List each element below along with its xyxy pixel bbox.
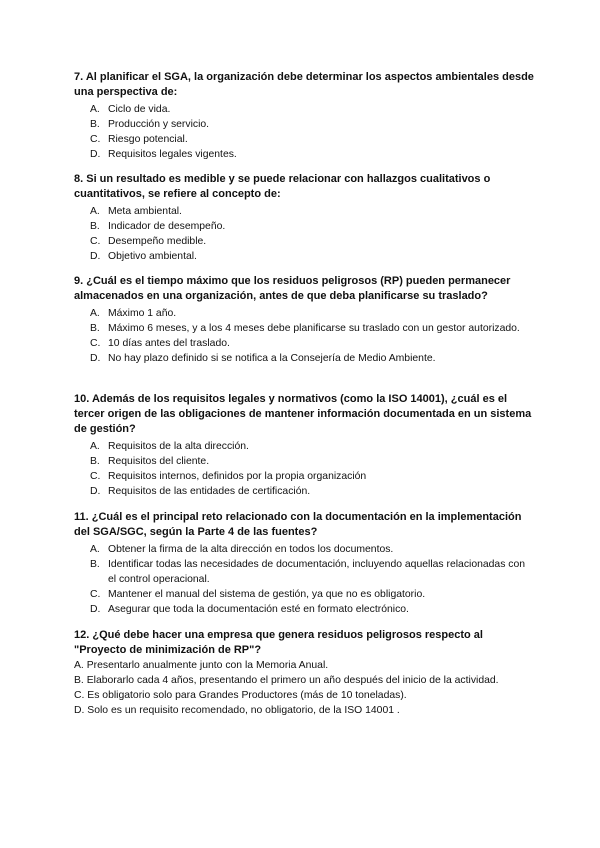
question-10-option-c: C. Requisitos internos, definidos por la propia organización: [90, 471, 367, 482]
question-8: [74, 172, 536, 264]
question-11-option-d: D. Asegurar que toda la documentación esté en formato electrónico.: [90, 604, 409, 615]
question-12-title: 12. ¿Qué debe hacer una empresa que genera residuos peligrosos respecto al "Proyecto de minimización de RP"?: [74, 629, 483, 656]
question-9-option-c: C. 10 días antes del traslado.: [90, 338, 230, 349]
question-7-option-a: A. Ciclo de vida.: [90, 104, 171, 115]
question-10-options: [74, 439, 536, 499]
question-8-options: [74, 204, 536, 264]
question-7: [74, 70, 536, 162]
question-9: [74, 274, 536, 366]
question-8-title: 8. Si un resultado es medible y se puede relacionar con hallazgos cualitativos o cuantitativos, se refiere al concepto de:: [74, 173, 491, 200]
question-10: [74, 392, 536, 499]
question-9-option-a: A. Máximo 1 año.: [90, 308, 177, 319]
question-7-option-c: C. Riesgo potencial.: [90, 134, 188, 145]
question-7-title: 7. Al planificar el SGA, la organización debe determinar los aspectos ambientales desde una perspectiva de:: [74, 71, 534, 98]
question-10-option-d: D. Requisitos de las entidades de certificación.: [90, 486, 311, 497]
question-9-option-b: B. Máximo 6 meses, y a los 4 meses debe planificarse su traslado con un gestor autorizado.: [90, 323, 520, 334]
question-10-title: 10. Además de los requisitos legales y normativos (como la ISO 14001), ¿cuál es el tercer origen de las obligaciones de mantener información documentada en un sistema de gestión?: [74, 393, 532, 435]
question-10-option-a: A. Requisitos de la alta dirección.: [90, 441, 249, 452]
question-12-options: [74, 658, 536, 718]
question-9-options: [74, 306, 536, 366]
question-8-option-d: D. Objetivo ambiental.: [90, 251, 197, 262]
question-12-option-c: C. Es obligatorio solo para Grandes Productores (más de 10 toneladas).: [74, 690, 407, 701]
question-10-option-b: B. Requisitos del cliente.: [90, 456, 210, 467]
question-11-title: 11. ¿Cuál es el principal reto relacionado con la documentación en la implementación del SGA/SGC, según la Parte 4 de las fuentes?: [74, 511, 522, 538]
question-9-title: 9. ¿Cuál es el tiempo máximo que los residuos peligrosos (RP) pueden permanecer almacenados en una organización, antes de que deba planificarse su traslado?: [74, 275, 511, 302]
question-12-option-b: B. Elaborarlo cada 4 años, presentando el primero un año después del inicio de la actividad.: [74, 675, 499, 686]
question-12-option-a: A. Presentarlo anualmente junto con la Memoria Anual.: [74, 660, 329, 671]
question-7-option-d: D. Requisitos legales vigentes.: [90, 149, 237, 160]
question-8-option-c: C. Desempeño medible.: [90, 236, 207, 247]
question-12: [74, 628, 536, 718]
question-12-option-d: D. Solo es un requisito recomendado, no obligatorio, de la ISO 14001 .: [74, 705, 400, 716]
question-7-option-b: B. Producción y servicio.: [90, 119, 210, 130]
question-11-option-c: C. Mantener el manual del sistema de gestión, ya que no es obligatorio.: [90, 589, 426, 600]
question-11-options: [74, 542, 536, 617]
question-7-options: [74, 102, 536, 162]
question-9-option-d: D. No hay plazo definido si se notifica a la Consejería de Medio Ambiente.: [90, 353, 436, 364]
question-11-option-b: B. Identificar todas las necesidades de documentación, incluyendo aquellas relacionadas con el control operacional.: [90, 559, 526, 585]
question-8-option-a: A. Meta ambiental.: [90, 206, 182, 217]
question-8-option-b: B. Indicador de desempeño.: [90, 221, 226, 232]
question-11: [74, 510, 536, 617]
question-11-option-a: A. Obtener la firma de la alta dirección en todos los documentos.: [90, 544, 394, 555]
